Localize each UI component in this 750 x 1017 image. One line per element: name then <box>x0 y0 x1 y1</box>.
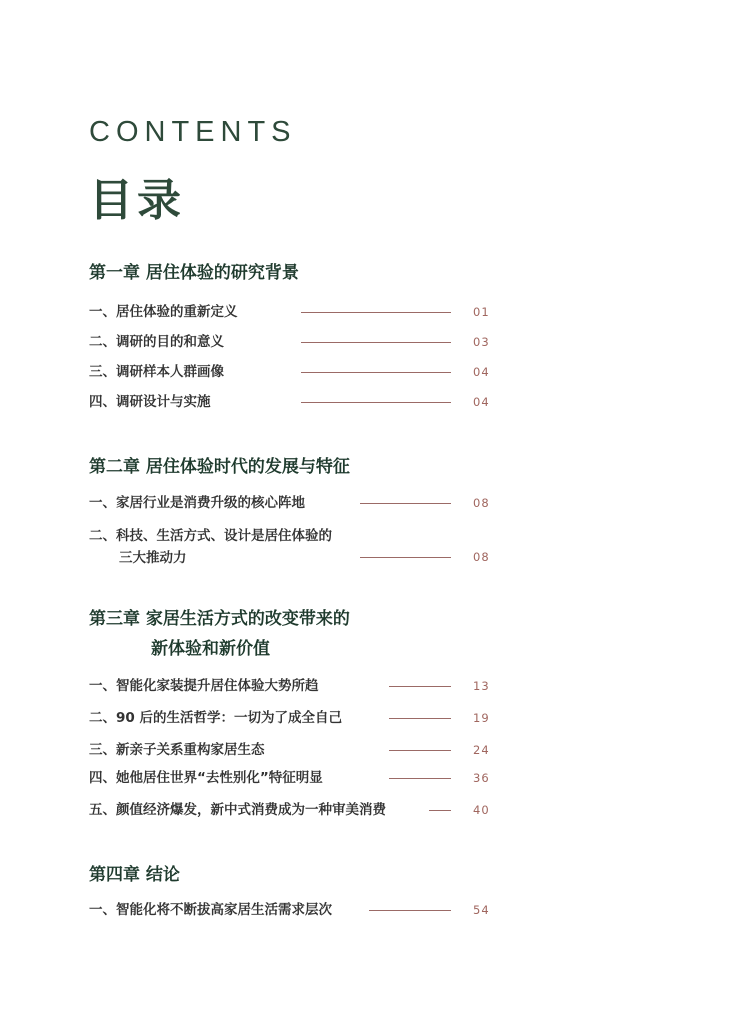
toc-entry-page: 04 <box>473 365 490 379</box>
toc-entry-page: 08 <box>473 550 490 564</box>
toc-entry-label: 一、智能化家装提升居住体验大势所趋 <box>89 678 319 694</box>
toc-entry-label: 五、颜值经济爆发，新中式消费成为一种审美消费 <box>89 802 386 818</box>
chapter-3-title-line2: 新体验和新价值 <box>151 639 270 659</box>
toc-entry[interactable] <box>89 899 509 921</box>
leader-line <box>389 778 451 779</box>
toc-entry-label: 二、科技、生活方式、设计是居住体验的 <box>89 528 332 544</box>
toc-entry-label: 一、居住体验的重新定义 <box>89 304 238 320</box>
chapter-3-title-line1: 第三章 家居生活方式的改变带来的 <box>89 609 350 629</box>
contents-title-en: CONTENTS <box>89 116 297 148</box>
toc-entry[interactable] <box>89 301 509 323</box>
toc-entry[interactable] <box>89 331 509 353</box>
chapter-1-title: 第一章 居住体验的研究背景 <box>89 263 299 283</box>
toc-entry-page: 04 <box>473 395 490 409</box>
toc-entry-label-cont: 三大推动力 <box>119 550 187 566</box>
toc-entry-page: 36 <box>473 771 490 785</box>
toc-entry-page: 03 <box>473 335 490 349</box>
toc-entry-label: 二、90 后的生活哲学：一切为了成全自己 <box>89 710 342 726</box>
leader-line <box>389 718 451 719</box>
toc-entry[interactable] <box>89 739 509 761</box>
contents-title-cn: 目录 <box>89 175 185 226</box>
toc-entry-page: 54 <box>473 903 490 917</box>
leader-line <box>301 402 451 403</box>
toc-entry[interactable] <box>89 767 509 789</box>
leader-line <box>369 910 451 911</box>
leader-line <box>389 686 451 687</box>
toc-entry-label: 四、调研设计与实施 <box>89 394 211 410</box>
toc-entry-page: 13 <box>473 679 490 693</box>
toc-entry-label: 二、调研的目的和意义 <box>89 334 224 350</box>
toc-entry[interactable] <box>89 361 509 383</box>
chapter-2-title: 第二章 居住体验时代的发展与特征 <box>89 457 350 477</box>
toc-entry-page: 19 <box>473 711 490 725</box>
toc-entry-label: 三、调研样本人群画像 <box>89 364 224 380</box>
toc-entry-page: 08 <box>473 496 490 510</box>
chapter-3-title <box>89 604 350 664</box>
leader-line <box>301 342 451 343</box>
leader-line <box>360 557 451 558</box>
toc-entry-page: 01 <box>473 305 490 319</box>
leader-line <box>429 810 451 811</box>
toc-entry-label: 一、家居行业是消费升级的核心阵地 <box>89 495 305 511</box>
toc-entry-page: 40 <box>473 803 490 817</box>
toc-entry[interactable] <box>89 525 509 569</box>
toc-entry-page: 24 <box>473 743 490 757</box>
toc-entry[interactable] <box>89 799 509 821</box>
toc-entry-label: 四、她他居住世界“去性别化”特征明显 <box>89 770 323 786</box>
leader-line <box>389 750 451 751</box>
leader-line <box>360 503 451 504</box>
leader-line <box>301 372 451 373</box>
toc-entry-label: 一、智能化将不断拔高家居生活需求层次 <box>89 902 332 918</box>
leader-line <box>301 312 451 313</box>
chapter-4-title: 第四章 结论 <box>89 865 180 885</box>
toc-entry[interactable] <box>89 391 509 413</box>
toc-entry[interactable] <box>89 675 509 697</box>
toc-entry-label: 三、新亲子关系重构家居生态 <box>89 742 265 758</box>
toc-entry[interactable] <box>89 707 509 729</box>
toc-entry[interactable] <box>89 492 509 514</box>
